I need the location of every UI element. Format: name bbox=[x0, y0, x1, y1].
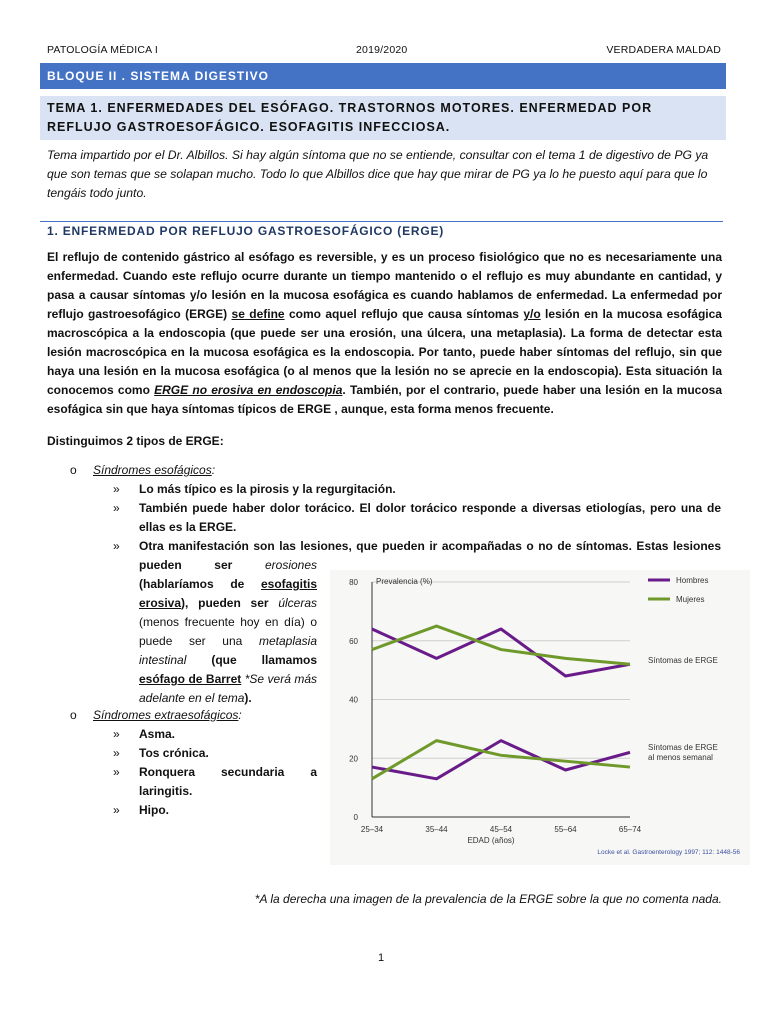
y-tick-label: 20 bbox=[349, 754, 358, 764]
chart-background bbox=[330, 570, 750, 865]
y-tick-label: 40 bbox=[349, 695, 358, 705]
para-text: El reflujo de contenido gástrico al esófago es reversible, y es un proceso fisiológico que no es necesariamente una enfermedad. Cuando este reflujo ocurre durante un tiempo mantenido o el reflujo es muy abundante en cantidad, y pasa a causar síntomas y/o lesión en la mucosa esofágica es cuando hablamos de enfermedad. La enfermedad por reflujo gastroesofágico (ERGE) bbox=[47, 250, 722, 321]
colon: : bbox=[238, 708, 242, 722]
intro-note: Tema impartido por el Dr. Albillos. Si hay algún síntoma que no se entiende, consultar con el tema 1 de digestivo de PG ya que son temas que se solapan mucho. Todo lo que Albillos dice que hay que mirar de PG ya lo he puesto aquí para que lo tengáis todo junto. bbox=[47, 148, 709, 200]
text: (menos frecuente hoy en día) o puede ser una bbox=[139, 615, 317, 648]
list-heading-text: Síndromes extraesofágicos bbox=[93, 708, 239, 722]
text: (hablaríamos de bbox=[139, 577, 261, 591]
legend-label: Mujeres bbox=[676, 595, 705, 604]
para-text: como aquel reflujo que causa síntomas bbox=[284, 307, 524, 321]
course-title: PATOLOGÍA MÉDICA I bbox=[47, 44, 158, 56]
para-text: lesión en la mucosa esofágica macroscópica a la endoscopia (que puede ser una erosión, una úlcera, una metaplasia). La forma de detectar esta lesión macroscópica en la mucosa esofágica es la endoscopia. Por tanto, puede haber síntomas del reflujo, sin que haya una lesión en la mucosa esofágica (o al menos que la lesión no se aprecie en la endoscopia). Esta situación la conocemos como bbox=[47, 307, 722, 397]
topic-title: TEMA 1. ENFERMEDADES DEL ESÓFAGO. TRASTORNOS MOTORES. ENFERMEDAD POR REFLUJO GASTROESOFÁGICO. ESOFAGITIS INFECCIOSA. bbox=[40, 96, 726, 140]
x-tick-label: 25–34 bbox=[360, 825, 384, 834]
text: ). bbox=[244, 691, 252, 705]
group-name: VERDADERA MALDAD bbox=[606, 44, 721, 56]
text: ), pueden ser bbox=[181, 596, 279, 610]
prevalence-chart bbox=[330, 570, 750, 865]
list-item: Ronquera secundaria a laringitis. bbox=[139, 765, 317, 798]
bullet-arrow: » bbox=[113, 765, 120, 779]
list-item: Otra manifestación son las lesiones, que pueden ir acompañadas o no de síntomas. Estas lesiones bbox=[139, 539, 721, 553]
bullet-arrow: » bbox=[113, 482, 120, 496]
para-underline: y/o bbox=[523, 307, 541, 321]
x-tick-label: 35–44 bbox=[425, 825, 448, 834]
list-heading-text: Síndromes esofágicos bbox=[93, 463, 212, 477]
text-italic: úlceras bbox=[278, 596, 317, 610]
list-heading-esophageal bbox=[93, 461, 215, 480]
para-underline-italic: ERGE no erosiva en endoscopia bbox=[154, 383, 343, 397]
y-axis-label: Prevalencia (%) bbox=[376, 577, 433, 586]
y-tick-label: 0 bbox=[353, 813, 358, 822]
page-number: 1 bbox=[378, 952, 385, 964]
distinguish-line: Distinguimos 2 tipos de ERGE: bbox=[47, 434, 224, 448]
list-item-continuation bbox=[139, 556, 317, 708]
list-item: Hipo. bbox=[139, 803, 169, 817]
bullet-arrow: » bbox=[113, 539, 120, 553]
colon: : bbox=[211, 463, 216, 477]
x-axis-label: EDAD (años) bbox=[467, 836, 515, 845]
list-item: Tos crónica. bbox=[139, 746, 209, 760]
academic-year: 2019/2020 bbox=[356, 44, 408, 56]
annotation-label: Síntomas de ERGE bbox=[648, 743, 718, 752]
legend-label: Hombres bbox=[676, 576, 709, 585]
annotation-label: Síntomas de ERGE bbox=[648, 656, 718, 665]
text-underline: esófago de Barret bbox=[139, 672, 242, 686]
figure-note: *A la derecha una imagen de la prevalencia de la ERGE sobre la que no comenta nada. bbox=[254, 892, 722, 906]
text: pueden ser bbox=[139, 558, 265, 572]
x-tick-label: 55–64 bbox=[554, 825, 577, 834]
section-heading: 1. ENFERMEDAD POR REFLUJO GASTROESOFÁGICO (ERGE) bbox=[47, 224, 445, 238]
x-tick-label: 65–74 bbox=[618, 825, 642, 834]
para-text: . También, por el contrario, puede haber una lesión en la mucosa esofágica sin que haya síntomas típicos de ERGE , aunque, esta forma menos frecuente. bbox=[47, 383, 723, 416]
chart-source: Locke et al. Gastroenterology 1997; 112: 1448-56 bbox=[597, 849, 740, 856]
bullet-arrow: » bbox=[113, 803, 120, 817]
y-tick-label: 60 bbox=[349, 636, 358, 646]
bullet-arrow: » bbox=[113, 746, 120, 760]
list-item: Asma. bbox=[139, 727, 176, 741]
y-tick-label: 80 bbox=[349, 578, 358, 587]
text-italic: erosiones bbox=[264, 558, 317, 572]
annotation-label: al menos semanal bbox=[648, 753, 713, 762]
block-title: BLOQUE II . SISTEMA DIGESTIVO bbox=[40, 63, 726, 89]
text-italic: metaplasia intestinal bbox=[139, 634, 317, 667]
text-underline: esofagitis erosiva bbox=[139, 577, 317, 610]
list-item: También puede haber dolor torácico. El dolor torácico responde a diversas etiologías, pero una de ellas es la ERGE. bbox=[139, 501, 721, 534]
bullet-arrow: » bbox=[113, 501, 120, 515]
paragraph-erge bbox=[47, 248, 722, 419]
bullet-arrow: » bbox=[113, 727, 120, 741]
text-italic: *Se verá más adelante en el tema bbox=[139, 672, 318, 705]
list-item: Lo más típico es la pirosis y la regurgitación. bbox=[139, 482, 396, 496]
section-divider bbox=[40, 221, 723, 222]
list-heading-extraesophageal bbox=[93, 706, 242, 725]
bullet-circle: o bbox=[70, 708, 77, 722]
para-underline: se define bbox=[231, 307, 285, 321]
text: (que llamamos bbox=[186, 653, 317, 667]
bullet-circle: o bbox=[70, 463, 77, 477]
x-tick-label: 45–54 bbox=[489, 825, 513, 834]
